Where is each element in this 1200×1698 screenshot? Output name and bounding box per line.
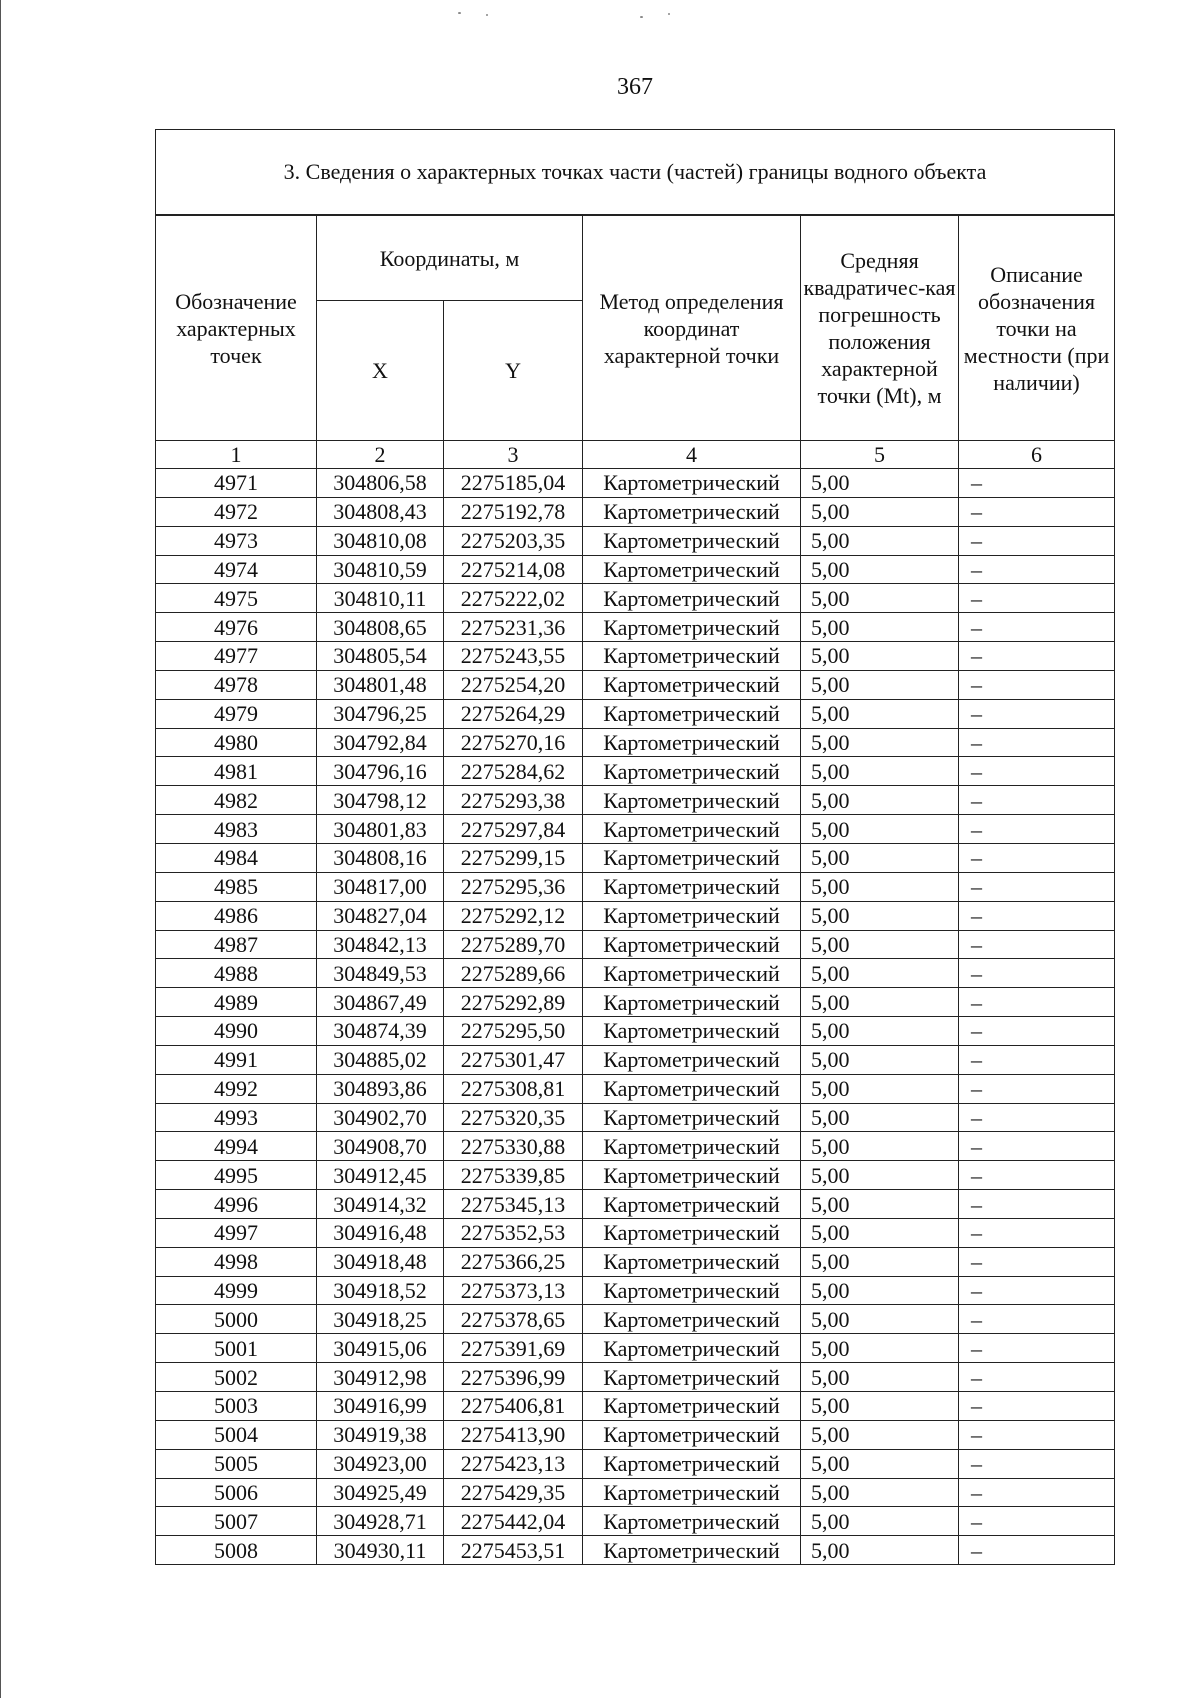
points-table-frame bbox=[155, 129, 1115, 1565]
coord-y-cell: 2275391,69 bbox=[444, 1334, 583, 1363]
method-cell: Картометрический bbox=[583, 1478, 801, 1507]
coord-y-cell: 2275222,02 bbox=[444, 584, 583, 613]
point-id-cell: 5007 bbox=[156, 1507, 317, 1536]
method-cell: Картометрический bbox=[583, 1045, 801, 1074]
table-row bbox=[156, 497, 1115, 526]
method-cell: Картометрический bbox=[583, 1305, 801, 1334]
table-row bbox=[156, 1017, 1115, 1046]
coord-y-cell: 2275373,13 bbox=[444, 1276, 583, 1305]
table-row bbox=[156, 1045, 1115, 1074]
coord-x-cell: 304867,49 bbox=[317, 988, 444, 1017]
description-cell: – bbox=[959, 699, 1115, 728]
column-index: 3 bbox=[444, 441, 583, 469]
point-id-cell: 4973 bbox=[156, 526, 317, 555]
coord-y-cell: 2275264,29 bbox=[444, 699, 583, 728]
coord-y-cell: 2275352,53 bbox=[444, 1218, 583, 1247]
description-cell: – bbox=[959, 901, 1115, 930]
table-row bbox=[156, 1420, 1115, 1449]
error-cell: 5,00 bbox=[801, 1478, 959, 1507]
coord-x-cell: 304808,65 bbox=[317, 613, 444, 642]
point-id-cell: 5004 bbox=[156, 1420, 317, 1449]
error-cell: 5,00 bbox=[801, 1363, 959, 1392]
point-id-cell: 5000 bbox=[156, 1305, 317, 1334]
point-id-cell: 4987 bbox=[156, 930, 317, 959]
coord-x-cell: 304808,43 bbox=[317, 497, 444, 526]
method-cell: Картометрический bbox=[583, 815, 801, 844]
coord-x-cell: 304885,02 bbox=[317, 1045, 444, 1074]
point-id-cell: 5001 bbox=[156, 1334, 317, 1363]
error-cell: 5,00 bbox=[801, 613, 959, 642]
coord-y-cell: 2275292,89 bbox=[444, 988, 583, 1017]
method-cell: Картометрический bbox=[583, 1190, 801, 1219]
table-row bbox=[156, 1449, 1115, 1478]
method-cell: Картометрический bbox=[583, 1132, 801, 1161]
coord-y-cell: 2275308,81 bbox=[444, 1074, 583, 1103]
column-index: 5 bbox=[801, 441, 959, 469]
description-cell: – bbox=[959, 1363, 1115, 1392]
method-cell: Картометрический bbox=[583, 1074, 801, 1103]
description-cell: – bbox=[959, 872, 1115, 901]
method-cell: Картометрический bbox=[583, 1218, 801, 1247]
point-id-cell: 5002 bbox=[156, 1363, 317, 1392]
error-cell: 5,00 bbox=[801, 642, 959, 671]
table-row bbox=[156, 1276, 1115, 1305]
table-body bbox=[156, 469, 1115, 1565]
coord-y-cell: 2275320,35 bbox=[444, 1103, 583, 1132]
coord-y-cell: 2275203,35 bbox=[444, 526, 583, 555]
description-cell: – bbox=[959, 1420, 1115, 1449]
table-row bbox=[156, 1132, 1115, 1161]
coord-x-cell: 304912,98 bbox=[317, 1363, 444, 1392]
coord-x-cell: 304805,54 bbox=[317, 642, 444, 671]
scan-speck bbox=[486, 14, 488, 16]
method-cell: Картометрический bbox=[583, 786, 801, 815]
coord-y-cell: 2275192,78 bbox=[444, 497, 583, 526]
table-row bbox=[156, 959, 1115, 988]
description-cell: – bbox=[959, 930, 1115, 959]
point-id-cell: 4979 bbox=[156, 699, 317, 728]
point-id-cell: 4977 bbox=[156, 642, 317, 671]
description-cell: – bbox=[959, 1045, 1115, 1074]
table-row bbox=[156, 1536, 1115, 1565]
point-id-cell: 5005 bbox=[156, 1449, 317, 1478]
table-row bbox=[156, 728, 1115, 757]
point-id-cell: 5003 bbox=[156, 1392, 317, 1421]
table-row bbox=[156, 1392, 1115, 1421]
method-cell: Картометрический bbox=[583, 1449, 801, 1478]
description-cell: – bbox=[959, 497, 1115, 526]
coord-y-cell: 2275378,65 bbox=[444, 1305, 583, 1334]
method-cell: Картометрический bbox=[583, 1363, 801, 1392]
method-cell: Картометрический bbox=[583, 613, 801, 642]
error-cell: 5,00 bbox=[801, 930, 959, 959]
description-cell: – bbox=[959, 728, 1115, 757]
coord-x-cell: 304930,11 bbox=[317, 1536, 444, 1565]
point-id-cell: 4991 bbox=[156, 1045, 317, 1074]
error-cell: 5,00 bbox=[801, 1074, 959, 1103]
coord-y-cell: 2275289,66 bbox=[444, 959, 583, 988]
page-number: 367 bbox=[617, 74, 653, 100]
point-id-cell: 4976 bbox=[156, 613, 317, 642]
point-id-cell: 5006 bbox=[156, 1478, 317, 1507]
error-cell: 5,00 bbox=[801, 1392, 959, 1421]
table-row bbox=[156, 584, 1115, 613]
description-cell: – bbox=[959, 642, 1115, 671]
coord-x-cell: 304827,04 bbox=[317, 901, 444, 930]
table-row bbox=[156, 613, 1115, 642]
error-cell: 5,00 bbox=[801, 1190, 959, 1219]
method-cell: Картометрический bbox=[583, 1420, 801, 1449]
point-id-cell: 5008 bbox=[156, 1536, 317, 1565]
table-row bbox=[156, 786, 1115, 815]
coord-y-cell: 2275297,84 bbox=[444, 815, 583, 844]
table-row bbox=[156, 988, 1115, 1017]
method-cell: Картометрический bbox=[583, 930, 801, 959]
coord-x-cell: 304810,59 bbox=[317, 555, 444, 584]
table-row bbox=[156, 1305, 1115, 1334]
coord-x-cell: 304916,99 bbox=[317, 1392, 444, 1421]
description-cell: – bbox=[959, 1017, 1115, 1046]
table-row bbox=[156, 1190, 1115, 1219]
table-row bbox=[156, 555, 1115, 584]
coord-x-cell: 304893,86 bbox=[317, 1074, 444, 1103]
error-cell: 5,00 bbox=[801, 469, 959, 498]
point-id-cell: 4993 bbox=[156, 1103, 317, 1132]
coord-x-cell: 304801,83 bbox=[317, 815, 444, 844]
coord-x-cell: 304923,00 bbox=[317, 1449, 444, 1478]
scan-speck bbox=[640, 16, 643, 18]
point-id-cell: 4994 bbox=[156, 1132, 317, 1161]
error-cell: 5,00 bbox=[801, 872, 959, 901]
header-method: Метод определения координат характерной точки bbox=[583, 216, 801, 441]
coord-x-cell: 304810,11 bbox=[317, 584, 444, 613]
table-row bbox=[156, 1334, 1115, 1363]
coord-y-cell: 2275292,12 bbox=[444, 901, 583, 930]
coord-x-cell: 304817,00 bbox=[317, 872, 444, 901]
description-cell: – bbox=[959, 1478, 1115, 1507]
coord-x-cell: 304810,08 bbox=[317, 526, 444, 555]
point-id-cell: 4971 bbox=[156, 469, 317, 498]
point-id-cell: 4974 bbox=[156, 555, 317, 584]
point-id-cell: 4997 bbox=[156, 1218, 317, 1247]
table-row bbox=[156, 757, 1115, 786]
point-id-cell: 4995 bbox=[156, 1161, 317, 1190]
point-id-cell: 4989 bbox=[156, 988, 317, 1017]
table-row bbox=[156, 872, 1115, 901]
coord-x-cell: 304796,25 bbox=[317, 699, 444, 728]
coord-y-cell: 2275442,04 bbox=[444, 1507, 583, 1536]
method-cell: Картометрический bbox=[583, 988, 801, 1017]
coord-x-cell: 304849,53 bbox=[317, 959, 444, 988]
column-index: 4 bbox=[583, 441, 801, 469]
description-cell: – bbox=[959, 1132, 1115, 1161]
table-row bbox=[156, 1507, 1115, 1536]
method-cell: Картометрический bbox=[583, 757, 801, 786]
column-index: 1 bbox=[156, 441, 317, 469]
error-cell: 5,00 bbox=[801, 1449, 959, 1478]
description-cell: – bbox=[959, 1190, 1115, 1219]
header-description: Описание обозначения точки на местности (при наличии) bbox=[959, 216, 1115, 441]
coord-x-cell: 304796,16 bbox=[317, 757, 444, 786]
description-cell: – bbox=[959, 786, 1115, 815]
description-cell: – bbox=[959, 613, 1115, 642]
error-cell: 5,00 bbox=[801, 699, 959, 728]
point-id-cell: 4972 bbox=[156, 497, 317, 526]
coord-y-cell: 2275289,70 bbox=[444, 930, 583, 959]
description-cell: – bbox=[959, 469, 1115, 498]
error-cell: 5,00 bbox=[801, 1276, 959, 1305]
coord-y-cell: 2275231,36 bbox=[444, 613, 583, 642]
point-id-cell: 4999 bbox=[156, 1276, 317, 1305]
coord-y-cell: 2275453,51 bbox=[444, 1536, 583, 1565]
method-cell: Картометрический bbox=[583, 1392, 801, 1421]
table-row bbox=[156, 526, 1115, 555]
point-id-cell: 4981 bbox=[156, 757, 317, 786]
description-cell: – bbox=[959, 1305, 1115, 1334]
error-cell: 5,00 bbox=[801, 843, 959, 872]
coord-y-cell: 2275243,55 bbox=[444, 642, 583, 671]
method-cell: Картометрический bbox=[583, 584, 801, 613]
point-id-cell: 4986 bbox=[156, 901, 317, 930]
point-id-cell: 4988 bbox=[156, 959, 317, 988]
description-cell: – bbox=[959, 815, 1115, 844]
table-row bbox=[156, 469, 1115, 498]
description-cell: – bbox=[959, 1334, 1115, 1363]
table-row bbox=[156, 1074, 1115, 1103]
coord-x-cell: 304928,71 bbox=[317, 1507, 444, 1536]
error-cell: 5,00 bbox=[801, 786, 959, 815]
description-cell: – bbox=[959, 1276, 1115, 1305]
method-cell: Картометрический bbox=[583, 469, 801, 498]
coord-x-cell: 304912,45 bbox=[317, 1161, 444, 1190]
coord-x-cell: 304792,84 bbox=[317, 728, 444, 757]
header-x: X bbox=[317, 301, 444, 441]
method-cell: Картометрический bbox=[583, 728, 801, 757]
error-cell: 5,00 bbox=[801, 901, 959, 930]
coord-y-cell: 2275301,47 bbox=[444, 1045, 583, 1074]
method-cell: Картометрический bbox=[583, 642, 801, 671]
header-error: Средняя квадратичес-кая погрешность положения характерной точки (Mt), м bbox=[801, 216, 959, 441]
point-id-cell: 4998 bbox=[156, 1247, 317, 1276]
coord-x-cell: 304918,52 bbox=[317, 1276, 444, 1305]
error-cell: 5,00 bbox=[801, 1045, 959, 1074]
description-cell: – bbox=[959, 1247, 1115, 1276]
method-cell: Картометрический bbox=[583, 1247, 801, 1276]
error-cell: 5,00 bbox=[801, 526, 959, 555]
method-cell: Картометрический bbox=[583, 1017, 801, 1046]
coord-x-cell: 304902,70 bbox=[317, 1103, 444, 1132]
point-id-cell: 4984 bbox=[156, 843, 317, 872]
point-id-cell: 4975 bbox=[156, 584, 317, 613]
coord-x-cell: 304919,38 bbox=[317, 1420, 444, 1449]
error-cell: 5,00 bbox=[801, 584, 959, 613]
method-cell: Картометрический bbox=[583, 959, 801, 988]
error-cell: 5,00 bbox=[801, 1017, 959, 1046]
error-cell: 5,00 bbox=[801, 1507, 959, 1536]
description-cell: – bbox=[959, 555, 1115, 584]
points-table bbox=[155, 215, 1115, 1565]
method-cell: Картометрический bbox=[583, 526, 801, 555]
coord-y-cell: 2275396,99 bbox=[444, 1363, 583, 1392]
coord-y-cell: 2275339,85 bbox=[444, 1161, 583, 1190]
coord-y-cell: 2275406,81 bbox=[444, 1392, 583, 1421]
error-cell: 5,00 bbox=[801, 988, 959, 1017]
column-index: 6 bbox=[959, 441, 1115, 469]
error-cell: 5,00 bbox=[801, 1161, 959, 1190]
point-id-cell: 4980 bbox=[156, 728, 317, 757]
coord-y-cell: 2275429,35 bbox=[444, 1478, 583, 1507]
coord-x-cell: 304842,13 bbox=[317, 930, 444, 959]
coord-y-cell: 2275254,20 bbox=[444, 670, 583, 699]
column-index: 2 bbox=[317, 441, 444, 469]
description-cell: – bbox=[959, 1449, 1115, 1478]
method-cell: Картометрический bbox=[583, 497, 801, 526]
table-row bbox=[156, 1218, 1115, 1247]
description-cell: – bbox=[959, 959, 1115, 988]
method-cell: Картометрический bbox=[583, 843, 801, 872]
coord-y-cell: 2275423,13 bbox=[444, 1449, 583, 1478]
table-row bbox=[156, 670, 1115, 699]
description-cell: – bbox=[959, 757, 1115, 786]
coord-y-cell: 2275293,38 bbox=[444, 786, 583, 815]
error-cell: 5,00 bbox=[801, 1247, 959, 1276]
error-cell: 5,00 bbox=[801, 1334, 959, 1363]
coord-y-cell: 2275185,04 bbox=[444, 469, 583, 498]
table-row bbox=[156, 642, 1115, 671]
scan-speck bbox=[668, 13, 670, 15]
error-cell: 5,00 bbox=[801, 1218, 959, 1247]
coord-x-cell: 304806,58 bbox=[317, 469, 444, 498]
table-row bbox=[156, 699, 1115, 728]
table-row bbox=[156, 930, 1115, 959]
section-title: 3. Сведения о характерных точках части (частей) границы водного объекта bbox=[156, 130, 1114, 215]
error-cell: 5,00 bbox=[801, 555, 959, 584]
point-id-cell: 4990 bbox=[156, 1017, 317, 1046]
scan-speck bbox=[458, 12, 461, 14]
description-cell: – bbox=[959, 1392, 1115, 1421]
coord-y-cell: 2275413,90 bbox=[444, 1420, 583, 1449]
coord-x-cell: 304908,70 bbox=[317, 1132, 444, 1161]
error-cell: 5,00 bbox=[801, 959, 959, 988]
error-cell: 5,00 bbox=[801, 1132, 959, 1161]
description-cell: – bbox=[959, 843, 1115, 872]
description-cell: – bbox=[959, 1218, 1115, 1247]
point-id-cell: 4985 bbox=[156, 872, 317, 901]
coord-y-cell: 2275214,08 bbox=[444, 555, 583, 584]
header-point: Обозначение характерных точек bbox=[156, 216, 317, 441]
method-cell: Картометрический bbox=[583, 699, 801, 728]
coord-y-cell: 2275345,13 bbox=[444, 1190, 583, 1219]
error-cell: 5,00 bbox=[801, 757, 959, 786]
description-cell: – bbox=[959, 526, 1115, 555]
error-cell: 5,00 bbox=[801, 1420, 959, 1449]
method-cell: Картометрический bbox=[583, 1536, 801, 1565]
error-cell: 5,00 bbox=[801, 815, 959, 844]
coord-x-cell: 304918,25 bbox=[317, 1305, 444, 1334]
coord-y-cell: 2275366,25 bbox=[444, 1247, 583, 1276]
table-row bbox=[156, 1363, 1115, 1392]
table-row bbox=[156, 1161, 1115, 1190]
method-cell: Картометрический bbox=[583, 872, 801, 901]
coord-y-cell: 2275299,15 bbox=[444, 843, 583, 872]
description-cell: – bbox=[959, 1103, 1115, 1132]
coord-y-cell: 2275270,16 bbox=[444, 728, 583, 757]
header-coordinates: Координаты, м bbox=[317, 216, 583, 301]
point-id-cell: 4996 bbox=[156, 1190, 317, 1219]
error-cell: 5,00 bbox=[801, 1536, 959, 1565]
method-cell: Картометрический bbox=[583, 1103, 801, 1132]
coord-y-cell: 2275295,50 bbox=[444, 1017, 583, 1046]
coord-y-cell: 2275330,88 bbox=[444, 1132, 583, 1161]
coord-x-cell: 304914,32 bbox=[317, 1190, 444, 1219]
method-cell: Картометрический bbox=[583, 670, 801, 699]
coord-x-cell: 304874,39 bbox=[317, 1017, 444, 1046]
description-cell: – bbox=[959, 1536, 1115, 1565]
method-cell: Картометрический bbox=[583, 1334, 801, 1363]
coord-x-cell: 304808,16 bbox=[317, 843, 444, 872]
error-cell: 5,00 bbox=[801, 497, 959, 526]
coord-x-cell: 304916,48 bbox=[317, 1218, 444, 1247]
method-cell: Картометрический bbox=[583, 1276, 801, 1305]
header-y: Y bbox=[444, 301, 583, 441]
error-cell: 5,00 bbox=[801, 1305, 959, 1334]
method-cell: Картометрический bbox=[583, 1161, 801, 1190]
table-row bbox=[156, 1478, 1115, 1507]
method-cell: Картометрический bbox=[583, 555, 801, 584]
point-id-cell: 4978 bbox=[156, 670, 317, 699]
table-row bbox=[156, 843, 1115, 872]
scan-left-edge bbox=[0, 0, 1, 1698]
table-row bbox=[156, 901, 1115, 930]
coord-x-cell: 304801,48 bbox=[317, 670, 444, 699]
coord-x-cell: 304925,49 bbox=[317, 1478, 444, 1507]
description-cell: – bbox=[959, 988, 1115, 1017]
description-cell: – bbox=[959, 1161, 1115, 1190]
description-cell: – bbox=[959, 584, 1115, 613]
description-cell: – bbox=[959, 1507, 1115, 1536]
table-row bbox=[156, 1103, 1115, 1132]
error-cell: 5,00 bbox=[801, 670, 959, 699]
coord-y-cell: 2275284,62 bbox=[444, 757, 583, 786]
coord-y-cell: 2275295,36 bbox=[444, 872, 583, 901]
method-cell: Картометрический bbox=[583, 901, 801, 930]
point-id-cell: 4982 bbox=[156, 786, 317, 815]
table-row bbox=[156, 1247, 1115, 1276]
point-id-cell: 4983 bbox=[156, 815, 317, 844]
point-id-cell: 4992 bbox=[156, 1074, 317, 1103]
description-cell: – bbox=[959, 670, 1115, 699]
method-cell: Картометрический bbox=[583, 1507, 801, 1536]
error-cell: 5,00 bbox=[801, 1103, 959, 1132]
coord-x-cell: 304915,06 bbox=[317, 1334, 444, 1363]
coord-x-cell: 304798,12 bbox=[317, 786, 444, 815]
table-row bbox=[156, 815, 1115, 844]
coord-x-cell: 304918,48 bbox=[317, 1247, 444, 1276]
description-cell: – bbox=[959, 1074, 1115, 1103]
error-cell: 5,00 bbox=[801, 728, 959, 757]
